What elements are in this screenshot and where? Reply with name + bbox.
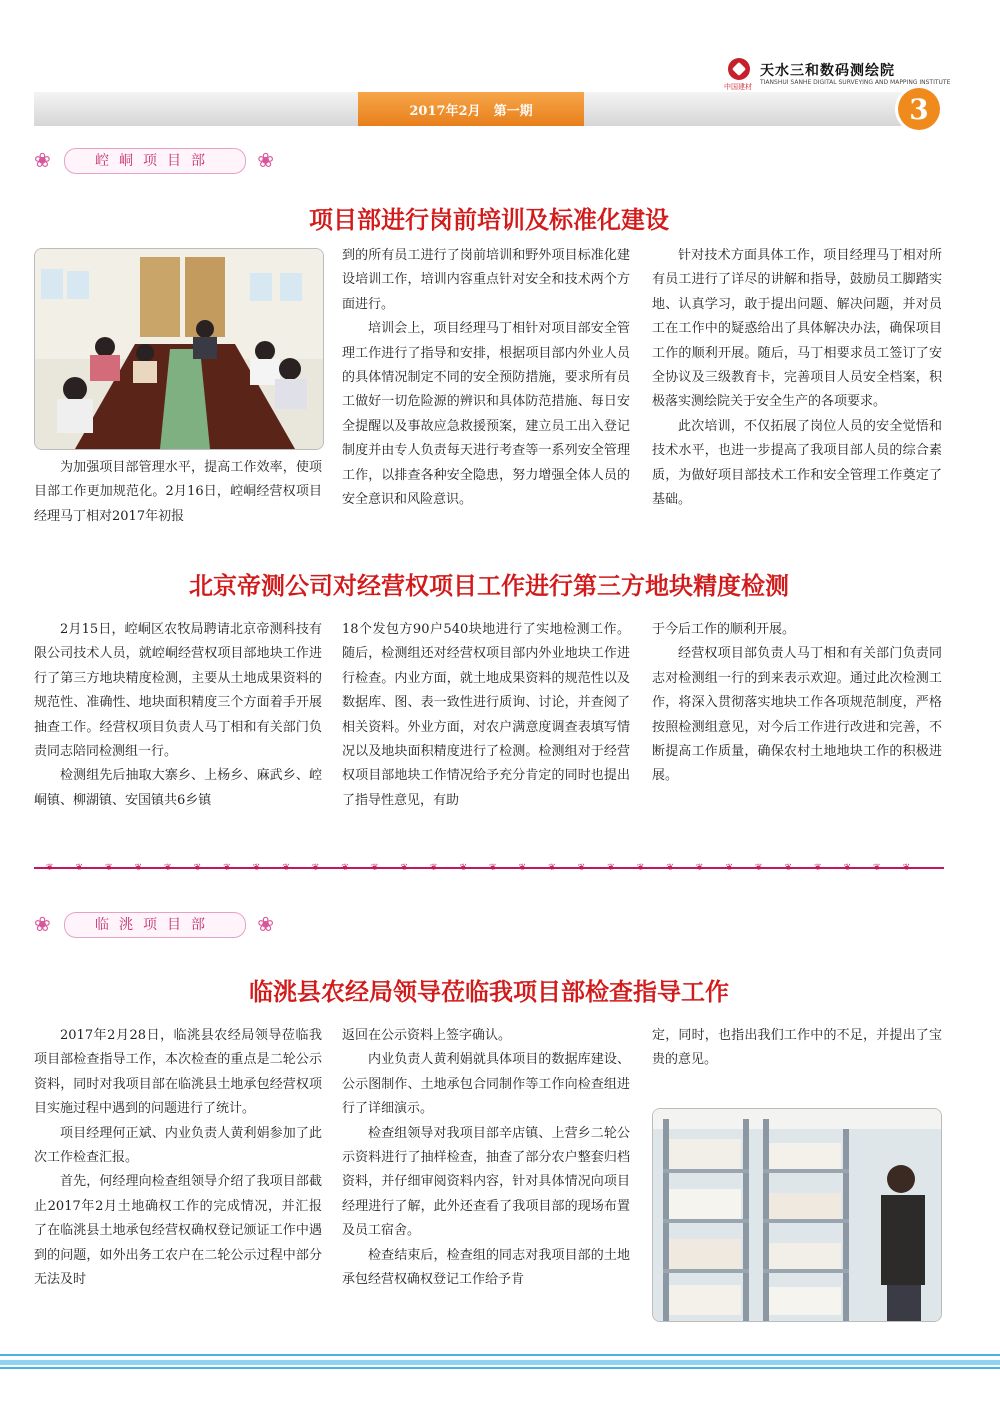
article-3-headline: 临洮县农经局领导莅临我项目部检查指导工作: [249, 978, 729, 1006]
footer-stripe-line: [0, 1360, 1000, 1365]
flower-icon: ❀: [34, 912, 51, 936]
training-meeting-photo: [34, 248, 324, 450]
paragraph: 为加强项目部管理水平，提高工作效率，使项目部工作更加规范化。2月16日，崆峒经营权项目经理马丁相对2017年初报: [34, 460, 322, 524]
section-tag-label: 崆峒项目部: [64, 148, 246, 174]
paragraph: 检查组领导对我项目部辛店镇、上营乡二轮公示资料进行了抽样检查，抽查了部分农户整套归档资料，并仔细审阅资料内容，针对具体情况向项目经理进行了解，此外还查看了我项目部的现场布置及员工宿舍。: [342, 1125, 630, 1239]
archive-shelves-photo: [652, 1108, 942, 1322]
article-2-column-3: [652, 618, 942, 789]
article-1-column-2: [342, 244, 630, 512]
org-name-en: TIANSHUI SANHE DIGITAL SURVEYING AND MAPPING INSTITUTE: [760, 79, 951, 86]
page-number: 3: [898, 88, 940, 130]
article-2-headline: 北京帝测公司对经营权项目工作进行第三方地块精度检测: [189, 572, 789, 600]
article-1-column-1: [34, 456, 322, 529]
divider-ornament: ❦❦❦❦❦❦❦❦❦❦❦❦❦❦❦❦❦❦❦❦❦❦❦❦❦❦❦❦❦❦: [45, 863, 933, 873]
org-logo: [724, 58, 968, 92]
article-3-column-1: [34, 1024, 322, 1292]
paragraph: 此次培训，不仅拓展了岗位人员的安全觉悟和技术水平，也进一步提高了我项目部人员的综合素质，为做好项目部技术工作和安全管理工作奠定了基础。: [652, 418, 942, 508]
paragraph: 针对技术方面具体工作，项目经理马丁相对所有员工进行了详尽的讲解和指导，鼓励员工脚踏实地、认真学习，敢于提出问题、解决问题，并对员工在工作中的疑惑给出了具体解决办法，确保项目工作的顺利开展。随后，马丁相要求员工签订了安全协议及三级教育卡，完善项目人员安全档案，积极落实测绘院关于安全生产的各项要求。: [652, 248, 942, 410]
flower-icon: ❀: [257, 912, 274, 936]
paragraph: 首先，何经理向检查组领导介绍了我项目部截止2017年2月土地确权工作的完成情况，并汇报了在临洮县土地承包经营权确权登记颁证工作中遇到的问题，如外出务工农户在二轮公示过程中部分无法及时: [34, 1174, 322, 1288]
paragraph: 培训会上，项目经理马丁相针对项目部安全管理工作进行了指导和安排，根据项目部内外业人员的具体情况制定不同的安全预防措施，要求所有员工做好一切危险源的辨识和具体防范措施、每日安全提醒以及事故应急救援预案，建立员工出入登记制度并由专人负责每天进行考查等一系列安全管理工作，以排查各种安全隐患，努力增强全体人员的安全意识和风险意识。: [342, 321, 630, 508]
logo-subtitle: 中国建材: [724, 83, 752, 91]
flower-icon: ❀: [257, 148, 274, 172]
issue-label: 2017年2月 第一期: [358, 92, 584, 126]
paragraph: 2017年2月28日，临洮县农经局领导莅临我项目部检查指导工作，本次检查的重点是二轮公示资料，同时对我项目部在临洮县土地承包经营权项目实施过程中遇到的问题进行了统计。: [34, 1028, 322, 1117]
paragraph: 到的所有员工进行了岗前培训和野外项目标准化建设培训工作，培训内容重点针对安全和技术两个方面进行。: [342, 248, 630, 312]
article-1-column-3: [652, 244, 942, 512]
flower-icon: ❀: [34, 148, 51, 172]
footer-stripe: [0, 1352, 1000, 1372]
paragraph: 项目经理何正斌、内业负责人黄利娟参加了此次工作检查汇报。: [34, 1125, 322, 1166]
paragraph: 定，同时，也指出我们工作中的不足，并提出了宝贵的意见。: [652, 1028, 942, 1068]
paragraph: 经营权项目部负责人马丁相和有关部门负责同志对检测组一行的到来表示欢迎。通过此次检测工作，将深入贯彻落实地块工作各项规范制度，严格按照检测组意见，对今后工作进行改进和完善，不断提高工作质量，确保农村土地地块工作的积极进展。: [652, 646, 942, 784]
paragraph: 返回在公示资料上签字确认。: [342, 1028, 512, 1043]
paragraph: 于今后工作的顺利开展。: [652, 622, 796, 637]
article-2-column-2: [342, 618, 630, 813]
section-divider: [34, 862, 944, 874]
paragraph: 检查结束后，检查组的同志对我项目部的土地承包经营权确权登记工作给予肯: [342, 1247, 630, 1288]
article-1-headline: 项目部进行岗前培训及标准化建设: [309, 206, 669, 234]
footer-stripe-line: [0, 1367, 1000, 1369]
org-logo-icon: [728, 58, 750, 80]
section-tag-kongtong: [34, 144, 274, 178]
footer-stripe-line: [0, 1354, 1000, 1356]
section-tag-lintao: [34, 908, 274, 942]
article-3-column-2: [342, 1024, 630, 1292]
paragraph: 检测组先后抽取大寨乡、上杨乡、麻武乡、崆峒镇、柳湖镇、安国镇共6乡镇: [34, 768, 322, 808]
paragraph: 2月15日，崆峒区农牧局聘请北京帝测科技有限公司技术人员，就崆峒经营权项目部地块工作进行了第三方地块精度检测，主要从土地成果资料的规范性、准确性、地块面积精度三个方面着手开展抽查工作。经营权项目负责人马丁相和有关部门负责同志陪同检测组一行。: [34, 622, 322, 760]
section-tag-label: 临洮项目部: [64, 912, 246, 938]
org-name: 天水三和数码测绘院: [760, 63, 895, 79]
paragraph: 18个发包方90户540块地进行了实地检测工作。随后，检测组还对经营权项目部内外业地块工作进行检查。内业方面，就土地成果资料的规范性以及数据库、图、表一致性进行质询、讨论，并查阅了相关资料。外业方面，对农户满意度调查表填写情况以及地块面积精度进行了检测。检测组对于经营权项目部地块工作情况给予充分肯定的同时也提出了指导性意见，有助: [342, 622, 630, 808]
article-3-column-3: [652, 1024, 942, 1073]
paragraph: 内业负责人黄利娟就具体项目的数据库建设、公示图制作、土地承包合同制作等工作向检查组进行了详细演示。: [342, 1052, 630, 1117]
article-2-column-1: [34, 618, 322, 813]
